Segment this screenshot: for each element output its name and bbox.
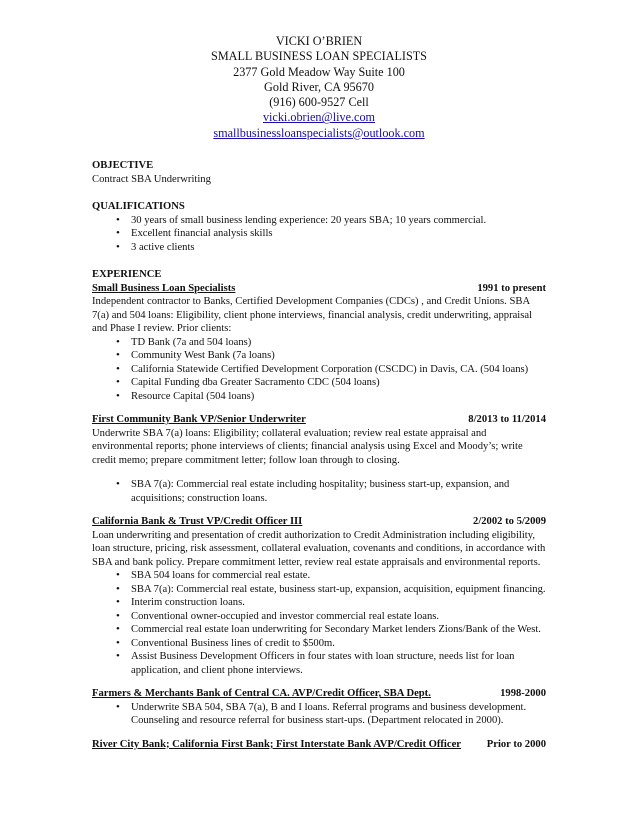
job-employer: River City Bank; California First Bank; First Interstate Bank AVP/Credit Officer xyxy=(92,738,461,750)
list-item: • Excellent financial analysis skills xyxy=(131,227,546,241)
list-item: • Conventional Business lines of credit to $500m. xyxy=(131,637,546,651)
job-bullets xyxy=(92,569,546,677)
phone-number: (916) 600-9527 Cell xyxy=(269,95,369,110)
job-employer: Farmers & Merchants Bank of Central CA. AVP/Credit Officer, SBA Dept. xyxy=(92,688,431,700)
list-item: • Commercial real estate loan underwriting for Secondary Market lenders Zions/Bank of the West. xyxy=(131,623,546,637)
list-item: • Capital Funding dba Greater Sacramento CDC (504 loans) xyxy=(131,376,546,390)
email-link-business[interactable]: smallbusinessloanspecialists@outlook.com xyxy=(213,125,425,140)
job-bullets xyxy=(92,478,546,505)
job-employer: Small Business Loan Specialists xyxy=(92,282,236,294)
job-bullets xyxy=(92,336,546,404)
job-employer: First Community Bank VP/Senior Underwriter xyxy=(92,414,306,426)
job-dates: 8/2013 to 11/2014 xyxy=(468,414,546,426)
list-item: • Resource Capital (504 loans) xyxy=(131,390,546,404)
job-header xyxy=(92,687,546,701)
job-dates: Prior to 2000 xyxy=(486,738,546,750)
job-entry xyxy=(92,413,546,505)
job-header xyxy=(92,413,546,427)
qualifications-heading: QUALIFICATIONS xyxy=(92,201,185,213)
job-bullets xyxy=(92,701,546,728)
job-description: Loan underwriting and presentation of credit authorization to Credit Administration including eligibility, loan structure, pricing, risk assessment, collateral evaluation, covenants and conditions, in accordance with SBA and bank policy. Prepare commitment letter, review real estate appraisals and environmental reports. xyxy=(92,529,546,568)
list-item: • SBA 7(a): Commercial real estate including hospitality; business start-up, expansion, and acquisitions; construction loans. xyxy=(131,478,546,505)
job-description: Independent contractor to Banks, Certified Development Companies (CDCs) , and Credit Unions. SBA 7(a) and 504 loans: Eligibility, client phone interviews, financial analysis, credit underwriting, appraisal and Phase I review. Prior clients: xyxy=(92,296,533,335)
job-description: Underwrite SBA 7(a) loans: Eligibility; collateral evaluation; review real estate appraisal and environmental reports; phone interviews of clients; financial analysis using Excel and Moody’s; write credit memo; prepare commitment letter; follow loan through to closing. xyxy=(92,427,523,466)
objective-text: Contract SBA Underwriting xyxy=(92,173,211,185)
list-item: • TD Bank (7a and 504 loans) xyxy=(131,336,546,350)
job-entry xyxy=(92,515,546,677)
candidate-name: VICKI O’BRIEN xyxy=(275,34,363,48)
job-header xyxy=(92,738,546,752)
email-link-personal[interactable]: vicki.obrien@live.com xyxy=(262,110,376,125)
list-item: • 3 active clients xyxy=(131,241,546,255)
job-entry xyxy=(92,687,546,728)
job-header xyxy=(92,282,546,296)
job-dates: 2/2002 to 5/2009 xyxy=(473,516,546,528)
list-item: • 30 years of small business lending experience: 20 years SBA; 10 years commercial. xyxy=(131,214,546,228)
list-item: • Interim construction loans. xyxy=(131,596,546,610)
list-item: • Conventional owner-occupied and investor commercial real estate loans. xyxy=(131,610,546,624)
list-item: • SBA 7(a): Commercial real estate, business start-up, expansion, acquisition, equipment financing. xyxy=(131,583,546,597)
address-line-1: 2377 Gold Meadow Way Suite 100 xyxy=(233,64,405,79)
job-header xyxy=(92,515,546,529)
objective-heading: OBJECTIVE xyxy=(92,160,154,172)
address-line-2: Gold River, CA 95670 xyxy=(264,79,374,94)
qualifications-list xyxy=(92,214,546,255)
job-dates: 1991 to present xyxy=(477,282,546,294)
list-item: • SBA 504 loans for commercial real estate. xyxy=(131,569,546,583)
job-entry xyxy=(92,282,546,404)
list-item: • Assist Business Development Officers in four states with loan structure, needs list for loan application, and client phone interviews. xyxy=(131,650,546,677)
company-name: SMALL BUSINESS LOAN SPECIALISTS xyxy=(211,49,427,64)
list-item: • California Statewide Certified Development Corporation (CSCDC) in Davis, CA. (504 loans) xyxy=(131,363,546,377)
job-entry xyxy=(92,738,546,752)
resume-header xyxy=(92,34,546,141)
list-item: • Community West Bank (7a loans) xyxy=(131,349,546,363)
job-dates: 1998-2000 xyxy=(500,688,546,700)
job-employer: California Bank & Trust VP/Credit Officer III xyxy=(92,516,303,528)
list-item: • Underwrite SBA 504, SBA 7(a), B and I loans. Referral programs and business development. Counseling and resource referral for business start-ups. (Department relocated in 2000). xyxy=(131,701,546,728)
experience-heading: EXPERIENCE xyxy=(92,269,162,281)
